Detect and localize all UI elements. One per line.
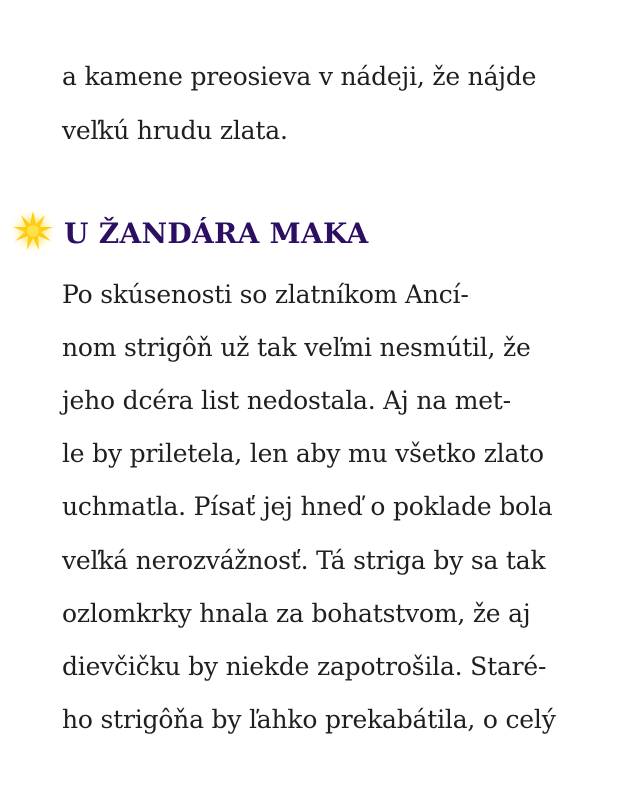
text-line: veľkú hrudu zlata. — [62, 116, 288, 145]
sun-star-icon — [8, 206, 58, 256]
text-line: a kamene preosieva v nádeji, že nájde — [62, 62, 537, 91]
text-line: nom strigôň už tak veľmi nesmútil, že — [62, 333, 531, 362]
text-line: Po skúsenosti so zlatníkom Ancí- — [62, 280, 469, 309]
text-line: veľká nerozvážnosť. Tá striga by sa tak — [62, 546, 546, 575]
section-heading: U ŽANDÁRA MAKA — [64, 217, 369, 250]
text-line: uchmatla. Písať jej hneď o poklade bola — [62, 492, 553, 521]
text-line: ozlomkrky hnala za bohatstvom, že aj — [62, 599, 531, 628]
text-line: jeho dcéra list nedostala. Aj na met- — [62, 386, 511, 415]
text-line: dievčičku by niekde zapotrošila. Staré- — [62, 652, 547, 681]
text-line: ho strigôňa by ľahko prekabátila, o celý — [62, 705, 556, 734]
text-line: le by priletela, len aby mu všetko zlato — [62, 439, 544, 468]
